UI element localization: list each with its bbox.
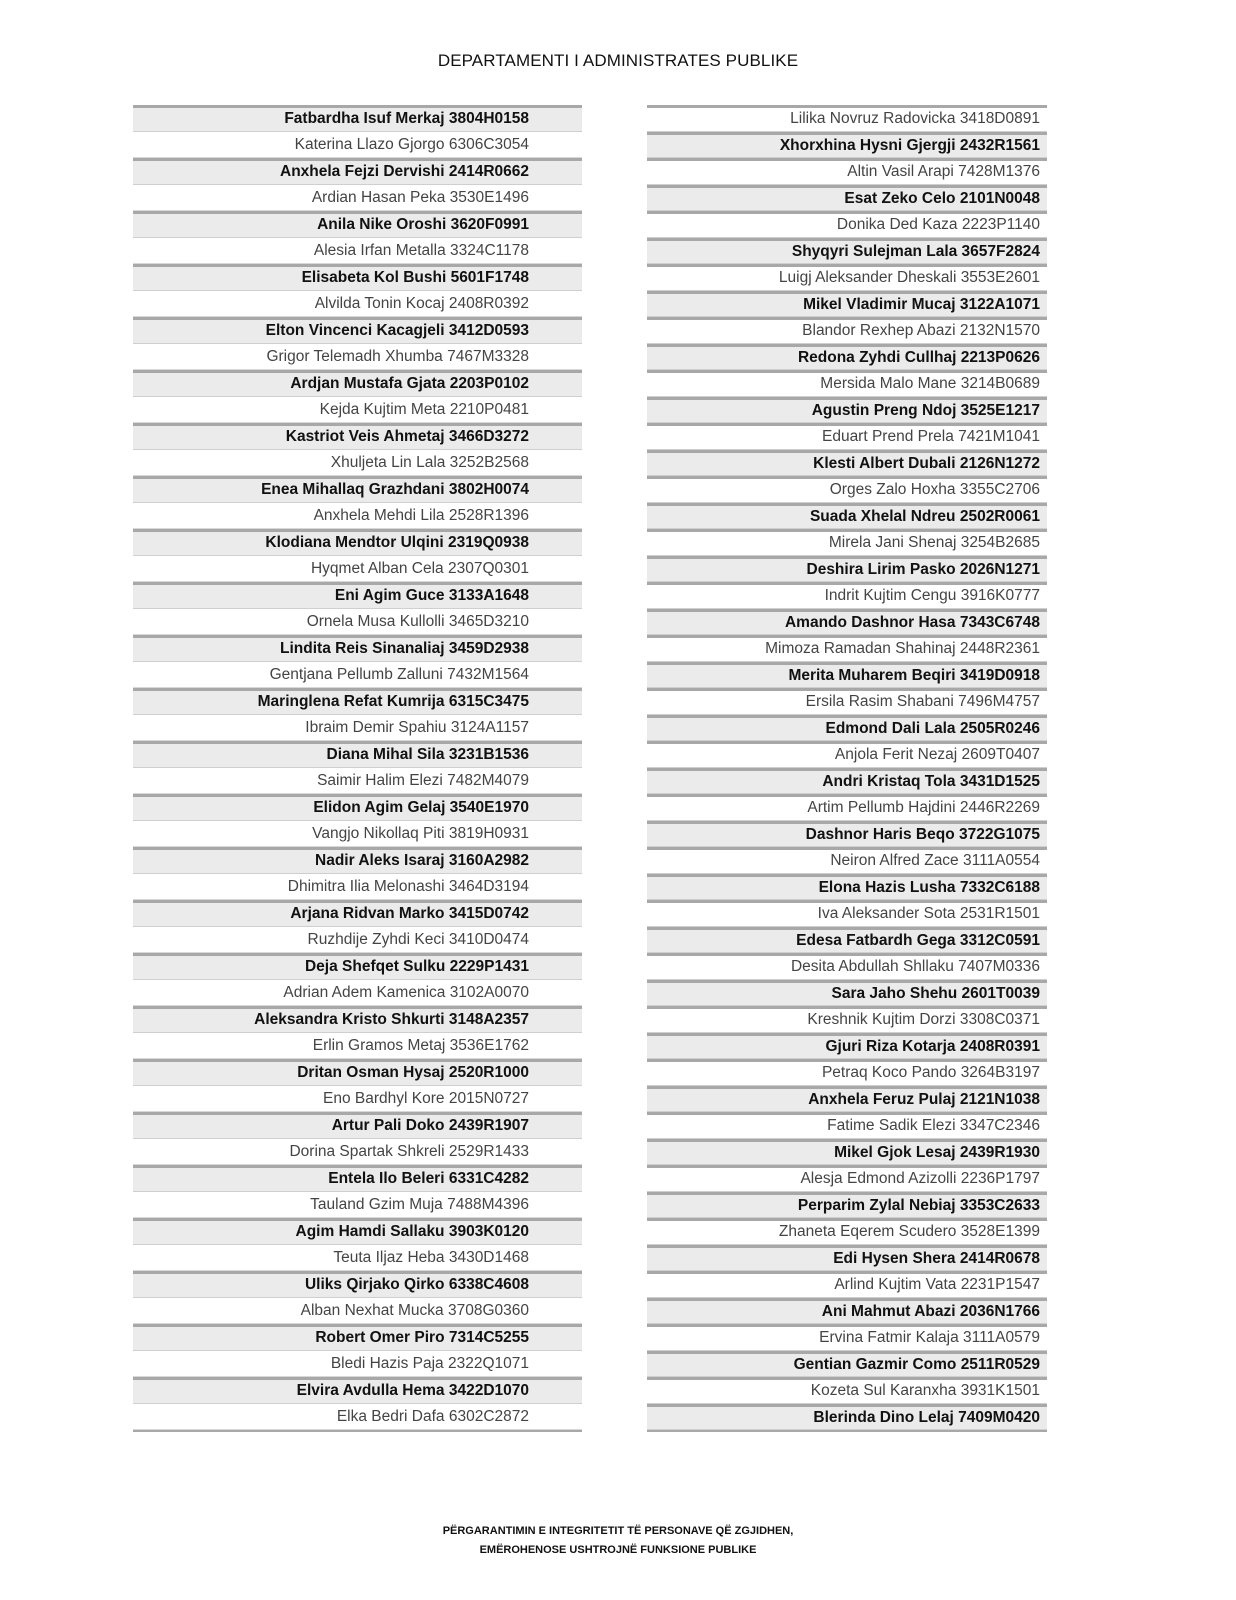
list-item: Arjana Ridvan Marko 3415D0742	[133, 900, 582, 927]
list-item: Ani Mahmut Abazi 2036N1766	[647, 1298, 1047, 1325]
list-item: Artur Pali Doko 2439R1907	[133, 1112, 582, 1139]
list-item: Anjola Ferit Nezaj 2609T0407	[647, 741, 1047, 768]
list-item: Artim Pellumb Hajdini 2446R2269	[647, 794, 1047, 821]
list-item: Nadir Aleks Isaraj 3160A2982	[133, 847, 582, 874]
list-item: Petraq Koco Pando 3264B3197	[647, 1059, 1047, 1086]
list-item: Indrit Kujtim Cengu 3916K0777	[647, 582, 1047, 609]
list-item: Elvira Avdulla Hema 3422D1070	[133, 1377, 582, 1404]
list-item: Erlin Gramos Metaj 3536E1762	[133, 1033, 582, 1060]
footer-line-1: PËRGARANTIMIN E INTEGRITETIT TË PERSONAVE QË ZGJIDHEN,	[442, 1525, 794, 1537]
list-item: Mikel Gjok Lesaj 2439R1930	[647, 1139, 1047, 1166]
list-item: Eni Agim Guce 3133A1648	[133, 582, 582, 609]
list-item: Xhorxhina Hysni Gjergji 2432R1561	[647, 132, 1047, 159]
list-item: Lilika Novruz Radovicka 3418D0891	[647, 105, 1047, 132]
list-item: Zhaneta Eqerem Scudero 3528E1399	[647, 1218, 1047, 1245]
list-item: Anila Nike Oroshi 3620F0991	[133, 211, 582, 238]
list-item: Saimir Halim Elezi 7482M4079	[133, 768, 582, 795]
list-item: Gentjana Pellumb Zalluni 7432M1564	[133, 662, 582, 689]
list-item: Mikel Vladimir Mucaj 3122A1071	[647, 291, 1047, 318]
list-item: Desita Abdullah Shllaku 7407M0336	[647, 953, 1047, 980]
list-item: Mimoza Ramadan Shahinaj 2448R2361	[647, 635, 1047, 662]
footer-line-2: EMËROHENOSE USHTROJNË FUNKSIONE PUBLIKE	[479, 1544, 757, 1556]
list-item: Ibraim Demir Spahiu 3124A1157	[133, 715, 582, 742]
list-item: Suada Xhelal Ndreu 2502R0061	[647, 503, 1047, 530]
list-item: Gentian Gazmir Como 2511R0529	[647, 1351, 1047, 1378]
list-item: Mersida Malo Mane 3214B0689	[647, 370, 1047, 397]
list-item: Adrian Adem Kamenica 3102A0070	[133, 980, 582, 1007]
list-item: Fatime Sadik Elezi 3347C2346	[647, 1112, 1047, 1139]
list-item: Perparim Zylal Nebiaj 3353C2633	[647, 1192, 1047, 1219]
list-item: Luigj Aleksander Dheskali 3553E2601	[647, 264, 1047, 291]
list-item: Elona Hazis Lusha 7332C6188	[647, 874, 1047, 901]
list-item: Ardian Hasan Peka 3530E1496	[133, 185, 582, 212]
list-item: Hyqmet Alban Cela 2307Q0301	[133, 556, 582, 583]
list-item: Alesja Edmond Azizolli 2236P1797	[647, 1165, 1047, 1192]
list-item: Teuta Iljaz Heba 3430D1468	[133, 1245, 582, 1272]
list-item: Bledi Hazis Paja 2322Q1071	[133, 1351, 582, 1378]
list-item: Neiron Alfred Zace 3111A0554	[647, 847, 1047, 874]
right-name-column	[647, 105, 1047, 1432]
list-item: Edesa Fatbardh Gega 3312C0591	[647, 927, 1047, 954]
list-item: Ornela Musa Kullolli 3465D3210	[133, 609, 582, 636]
list-item: Ervina Fatmir Kalaja 3111A0579	[647, 1324, 1047, 1351]
list-item: Fatbardha Isuf Merkaj 3804H0158	[133, 105, 582, 132]
list-item: Agustin Preng Ndoj 3525E1217	[647, 397, 1047, 424]
list-item: Kreshnik Kujtim Dorzi 3308C0371	[647, 1006, 1047, 1033]
list-item: Kejda Kujtim Meta 2210P0481	[133, 397, 582, 424]
list-item: Xhuljeta Lin Lala 3252B2568	[133, 450, 582, 477]
list-item: Deja Shefqet Sulku 2229P1431	[133, 953, 582, 980]
list-item: Andri Kristaq Tola 3431D1525	[647, 768, 1047, 795]
list-item: Agim Hamdi Sallaku 3903K0120	[133, 1218, 582, 1245]
list-item: Orges Zalo Hoxha 3355C2706	[647, 476, 1047, 503]
list-item: Anxhela Fejzi Dervishi 2414R0662	[133, 158, 582, 185]
list-item: Uliks Qirjako Qirko 6338C4608	[133, 1271, 582, 1298]
list-item: Eno Bardhyl Kore 2015N0727	[133, 1086, 582, 1113]
list-item: Amando Dashnor Hasa 7343C6748	[647, 609, 1047, 636]
list-item: Arlind Kujtim Vata 2231P1547	[647, 1271, 1047, 1298]
column-bottom-rule	[647, 1430, 1047, 1432]
list-item: Ruzhdije Zyhdi Keci 3410D0474	[133, 927, 582, 954]
list-item: Gjuri Riza Kotarja 2408R0391	[647, 1033, 1047, 1060]
list-item: Elidon Agim Gelaj 3540E1970	[133, 794, 582, 821]
list-item: Kastriot Veis Ahmetaj 3466D3272	[133, 423, 582, 450]
list-item: Enea Mihallaq Grazhdani 3802H0074	[133, 476, 582, 503]
list-item: Altin Vasil Arapi 7428M1376	[647, 158, 1047, 185]
list-item: Vangjo Nikollaq Piti 3819H0931	[133, 821, 582, 848]
list-item: Edi Hysen Shera 2414R0678	[647, 1245, 1047, 1272]
list-item: Robert Omer Piro 7314C5255	[133, 1324, 582, 1351]
list-item: Tauland Gzim Muja 7488M4396	[133, 1192, 582, 1219]
list-item: Elka Bedri Dafa 6302C2872	[133, 1404, 582, 1431]
list-item: Ardjan Mustafa Gjata 2203P0102	[133, 370, 582, 397]
page-title: DEPARTAMENTI I ADMINISTRATES PUBLIKE	[437, 51, 799, 70]
list-item: Dorina Spartak Shkreli 2529R1433	[133, 1139, 582, 1166]
list-item: Dashnor Haris Beqo 3722G1075	[647, 821, 1047, 848]
list-item: Elton Vincenci Kacagjeli 3412D0593	[133, 317, 582, 344]
list-item: Donika Ded Kaza 2223P1140	[647, 211, 1047, 238]
list-item: Dhimitra Ilia Melonashi 3464D3194	[133, 874, 582, 901]
list-item: Alvilda Tonin Kocaj 2408R0392	[133, 291, 582, 318]
list-item: Maringlena Refat Kumrija 6315C3475	[133, 688, 582, 715]
list-item: Elisabeta Kol Bushi 5601F1748	[133, 264, 582, 291]
list-item: Blerinda Dino Lelaj 7409M0420	[647, 1404, 1047, 1431]
list-item: Alesia Irfan Metalla 3324C1178	[133, 238, 582, 265]
list-item: Anxhela Feruz Pulaj 2121N1038	[647, 1086, 1047, 1113]
list-item: Entela Ilo Beleri 6331C4282	[133, 1165, 582, 1192]
list-item: Ersila Rasim Shabani 7496M4757	[647, 688, 1047, 715]
list-item: Deshira Lirim Pasko 2026N1271	[647, 556, 1047, 583]
list-item: Grigor Telemadh Xhumba 7467M3328	[133, 344, 582, 371]
list-item: Alban Nexhat Mucka 3708G0360	[133, 1298, 582, 1325]
list-item: Shyqyri Sulejman Lala 3657F2824	[647, 238, 1047, 265]
list-item: Esat Zeko Celo 2101N0048	[647, 185, 1047, 212]
list-item: Merita Muharem Beqiri 3419D0918	[647, 662, 1047, 689]
list-item: Eduart Prend Prela 7421M1041	[647, 423, 1047, 450]
list-item: Dritan Osman Hysaj 2520R1000	[133, 1059, 582, 1086]
list-item: Klesti Albert Dubali 2126N1272	[647, 450, 1047, 477]
list-item: Blandor Rexhep Abazi 2132N1570	[647, 317, 1047, 344]
list-item: Mirela Jani Shenaj 3254B2685	[647, 529, 1047, 556]
list-item: Edmond Dali Lala 2505R0246	[647, 715, 1047, 742]
list-item: Katerina Llazo Gjorgo 6306C3054	[133, 132, 582, 159]
list-item: Sara Jaho Shehu 2601T0039	[647, 980, 1047, 1007]
list-item: Kozeta Sul Karanxha 3931K1501	[647, 1377, 1047, 1404]
list-item: Anxhela Mehdi Lila 2528R1396	[133, 503, 582, 530]
list-item: Diana Mihal Sila 3231B1536	[133, 741, 582, 768]
list-item: Klodiana Mendtor Ulqini 2319Q0938	[133, 529, 582, 556]
column-bottom-rule	[133, 1430, 582, 1432]
list-item: Redona Zyhdi Cullhaj 2213P0626	[647, 344, 1047, 371]
page-footer	[0, 1522, 1236, 1560]
left-name-column	[133, 105, 582, 1432]
list-item: Lindita Reis Sinanaliaj 3459D2938	[133, 635, 582, 662]
list-item: Iva Aleksander Sota 2531R1501	[647, 900, 1047, 927]
list-item: Aleksandra Kristo Shkurti 3148A2357	[133, 1006, 582, 1033]
